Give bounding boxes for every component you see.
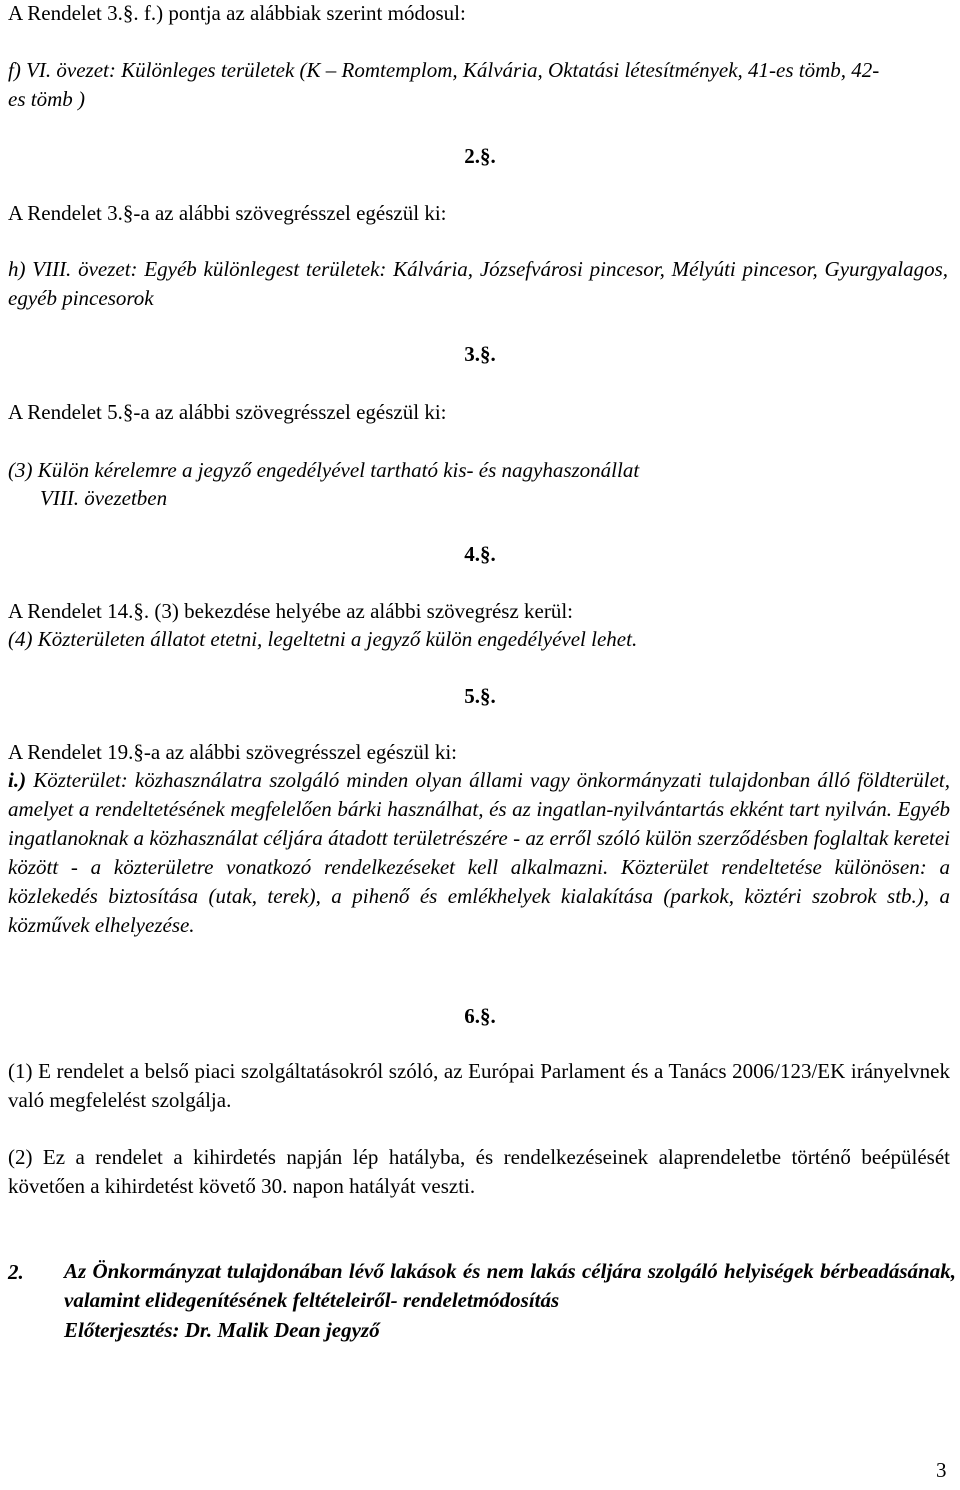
section5-intro: A Rendelet 19.§-a az alábbi szövegrésszel egészül ki: [8, 740, 457, 764]
section4-item: (4) Közterületen állatot etetni, legeltetni a jegyző külön engedélyével lehet. [8, 627, 638, 651]
section1-intro: A Rendelet 3.§. f.) pontja az alábbiak szerint módosul: [8, 1, 466, 25]
section2-intro: A Rendelet 3.§-a az alábbi szövegrésszel egészül ki: [8, 201, 447, 225]
section3-number: 3.§. [464, 342, 496, 366]
agenda-number: 2. [8, 1260, 24, 1284]
section5-item-label: i.) [8, 768, 27, 792]
section4-number: 4.§. [464, 542, 496, 566]
section5-item-text: Közterület: közhasználatra szolgáló minden olyan állami vagy önkormányzati tulajdonban álló földterület, amelyet a rendeltetésének megfelelően bárki használhat, és az ingatlan-nyilvántartás ekként tart nyilván. Egyéb ingatlanoknak a közhasználat céljára átadott területrészére - az erről szóló külön szerződésben foglaltak keretei között - a közterületre vonatkozó rendelkezéseket kell alkalmazni. Közterület rendeltetése különösen: a közlekedés biztosítása (utak, terek), a pihenő és emlékhelyek kialakítása (parkok, köztéri szobrok stb.), a közművek elhelyezése. [8, 768, 950, 937]
section5-item [8, 766, 950, 940]
section4-intro: A Rendelet 14.§. (3) bekezdése helyébe az alábbi szövegrész kerül: [8, 599, 574, 623]
section3-intro: A Rendelet 5.§-a az alábbi szövegrésszel egészül ki: [8, 400, 447, 424]
section6-number: 6.§. [464, 1004, 496, 1028]
section5-number: 5.§. [464, 684, 496, 708]
section2-number: 2.§. [464, 144, 496, 168]
section1-item: f) VI. övezet: Különleges területek (K – Romtemplom, Kálvária, Oktatási létesítmények, 41-es tömb, 42-es tömb ) [8, 58, 880, 111]
section2-item: h) VIII. övezet: Egyéb különlegest területek: Kálvária, Józsefvárosi pincesor, Mélyúti pincesor, Gyurgyalagos, egyéb pincesorok [8, 257, 948, 310]
section6-paragraph1: (1) E rendelet a belső piaci szolgáltatásokról szóló, az Európai Parlament és a Tanács 2006/123/EK irányelvnek való megfelelést szolgálja. [8, 1059, 950, 1112]
agenda-presenter: Előterjesztés: Dr. Malik Dean jegyző [64, 1318, 380, 1342]
agenda-title: Az Önkormányzat tulajdonában lévő lakások és nem lakás céljára szolgáló helyiségek bérbeadásának, valamint elidegenítésének feltételeiről- rendeletmódosítás [64, 1259, 956, 1312]
section6-paragraph2: (2) Ez a rendelet a kihirdetés napján lép hatályba, és rendelkezéseinek alaprendeletbe történő beépülését követően a kihirdetést követő 30. napon hatályát veszti. [8, 1145, 950, 1198]
section3-item-line1: (3) Külön kérelemre a jegyző engedélyével tartható kis- és nagyhaszonállat [8, 458, 640, 482]
page-number: 3 [936, 1458, 947, 1482]
section3-item-line2: VIII. övezetben [40, 486, 168, 510]
